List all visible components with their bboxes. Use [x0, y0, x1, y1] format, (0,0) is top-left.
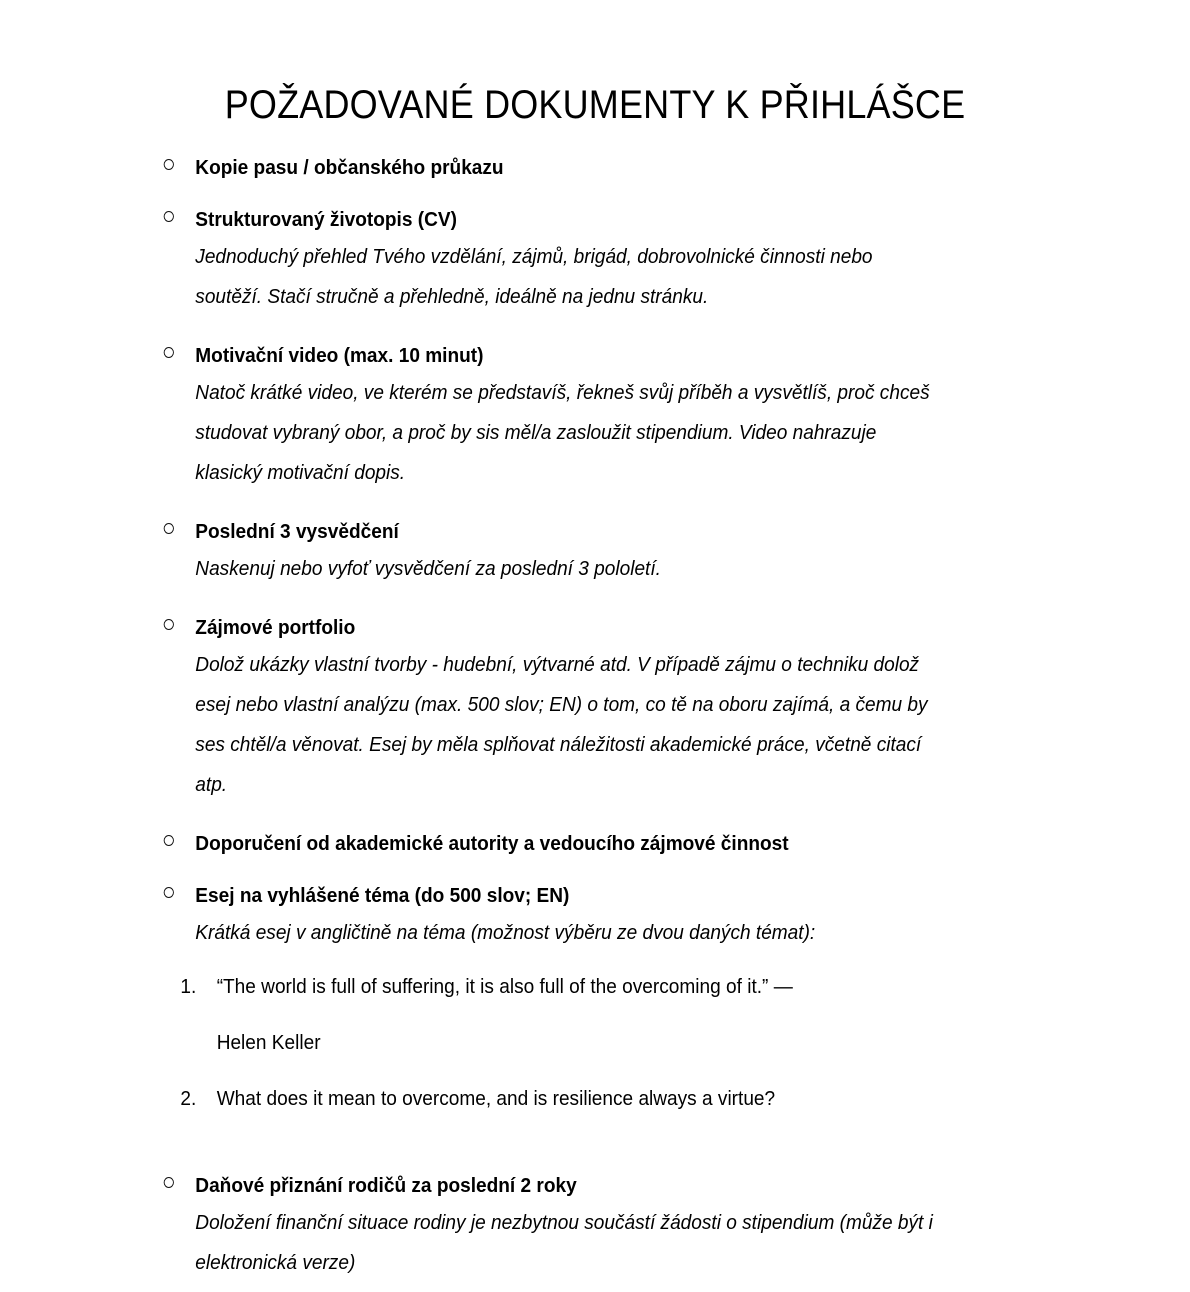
essay-topic-text: What does it mean to overcome, and is resilience always a virtue?: [216, 1087, 776, 1110]
list-item-label: Motivační video (max. 10 minut): [195, 344, 484, 367]
list-item: [0, 828, 1107, 859]
list-item-label: Doporučení od akademické autority a vedoucího zájmové činnost: [195, 832, 789, 855]
essay-topic-item: [0, 1074, 1107, 1124]
essay-topic-number: 1.: [180, 975, 197, 998]
hollow-circle-bullet-icon: [164, 828, 183, 859]
list-item: [0, 340, 1107, 371]
list-item-label: Poslední 3 vysvědčení: [195, 520, 399, 543]
hollow-circle-bullet-icon: [164, 1170, 183, 1201]
spacer: [0, 866, 1190, 880]
hollow-circle-bullet-icon: [164, 612, 183, 643]
spacer: [0, 326, 1190, 340]
list-item-description: Jednoduchý přehled Tvého vzdělání, zájmů, brigád, dobrovolnické činnosti nebo soutěží. Stačí stručně a přehledně, ideálně na jednu stránku.: [195, 245, 873, 308]
essay-topic-item: [0, 962, 1107, 1012]
spacer: [0, 1130, 1190, 1170]
list-item-description: Naskenuj nebo vyfoť vysvědčení za poslední 3 pololetí.: [195, 557, 661, 580]
list-item-label: Esej na vyhlášené téma (do 500 slov; EN): [195, 884, 570, 907]
hollow-circle-bullet-icon: [164, 204, 183, 235]
hollow-circle-bullet-icon: [164, 340, 183, 371]
essay-topic-text: “The world is full of suffering, it is also full of the overcoming of it.” —: [216, 975, 793, 998]
document-body: [0, 152, 1190, 1292]
list-item-description: Natoč krátké video, ve kterém se představíš, řekneš svůj příběh a vysvětlíš, proč chceš studovat vybraný obor, a proč by sis měl/a zasloužit stipendium. Video nahrazuje klasický motivační dopis.: [195, 381, 930, 484]
list-item-label: Zájmové portfolio: [195, 616, 356, 639]
list-item-label: Kopie pasu / občanského průkazu: [195, 156, 504, 179]
essay-topic-number: 2.: [180, 1087, 197, 1110]
spacer: [0, 598, 1190, 612]
hollow-circle-bullet-icon: [164, 516, 183, 547]
list-item: [0, 516, 1107, 547]
hollow-circle-bullet-icon: [164, 880, 183, 911]
list-item: [0, 152, 1107, 183]
list-item-description: Krátká esej v angličtině na téma (možnost výběru ze dvou daných témat):: [195, 921, 816, 944]
list-item: [0, 1170, 1107, 1201]
list-item-description: Dolož ukázky vlastní tvorby - hudební, výtvarné atd. V případě zájmu o techniku dolož esej nebo vlastní analýzu (max. 500 slov; EN) o tom, co tě na oboru zajímá, a čemu by ses chtěl/a věnovat. Esej by měla splňovat náležitosti akademické práce, včetně citací atp.: [195, 653, 928, 796]
essay-topic-author: Helen Keller: [216, 1031, 321, 1054]
list-item-label: Strukturovaný životopis (CV): [195, 208, 457, 231]
list-item-description: Doložení finanční situace rodiny je nezbytnou součástí žádosti o stipendium (může být i elektronická verze): [195, 1211, 933, 1274]
hollow-circle-bullet-icon: [164, 152, 183, 183]
list-item: [0, 880, 1107, 911]
page-title: POŽADOVANÉ DOKUMENTY K PŘIHLÁŠCE: [224, 82, 966, 127]
essay-topic-continuation: [0, 1018, 1107, 1068]
spacer: [0, 190, 1190, 204]
list-item-label: Daňové přiznání rodičů za poslední 2 roky: [195, 1174, 577, 1197]
list-item: [0, 612, 1107, 643]
spacer: [0, 502, 1190, 516]
list-item: [0, 204, 1107, 235]
spacer: [0, 814, 1190, 828]
